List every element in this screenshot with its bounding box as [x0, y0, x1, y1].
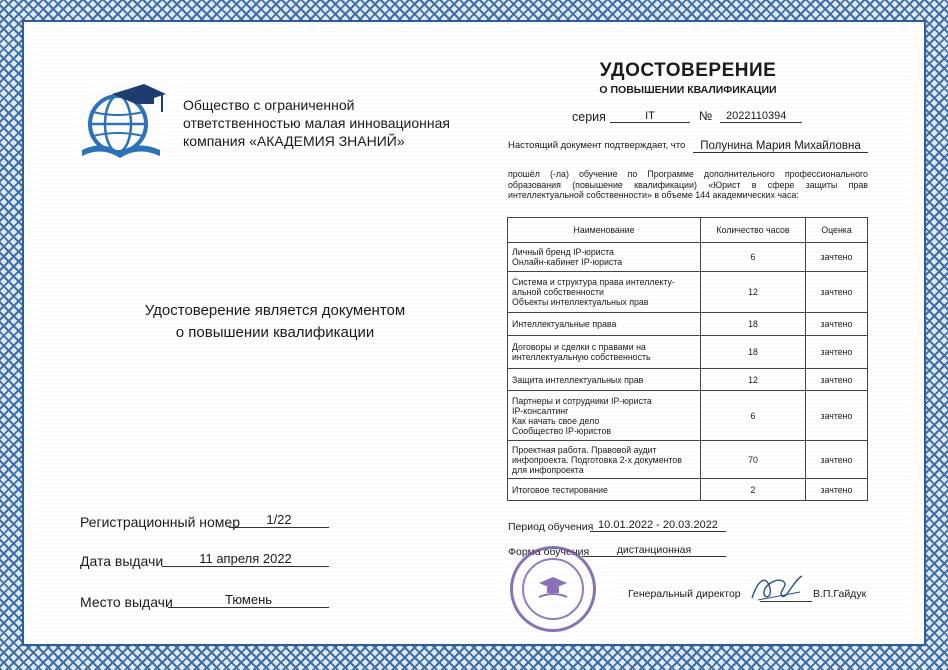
director-label: Генеральный директор	[628, 588, 741, 600]
course-grade: зачтено	[806, 336, 868, 369]
course-name: Итоговое тестирование	[508, 479, 701, 501]
reg-number-label: Регистрационный номер	[80, 514, 240, 530]
issue-place-label: Место выдачи	[80, 594, 173, 610]
table-row	[508, 336, 868, 369]
table-row	[508, 391, 868, 441]
course-hours: 18	[701, 336, 806, 369]
seal-cap-icon	[535, 573, 571, 603]
table-row	[508, 441, 868, 479]
course-grade: зачтено	[806, 391, 868, 441]
issue-date-value: 11 апреля 2022	[162, 551, 329, 567]
course-hours: 18	[701, 313, 806, 336]
period-label: Период обучения	[508, 521, 594, 533]
series-value: IT	[610, 110, 690, 123]
courses-table	[507, 217, 868, 501]
form-value: дистанционная	[582, 544, 726, 557]
table-row	[508, 272, 868, 313]
statement-line-1: Удостоверение является документом	[144, 302, 406, 319]
certificate-title: УДОСТОВЕРЕНИЕ	[599, 60, 777, 81]
course-name: Партнеры и сотрудники IP-юриста IP-консалтинг Как начать свое дело Сообщество IP-юристов	[508, 391, 701, 441]
header-grade: Оценка	[806, 218, 868, 243]
course-hours: 12	[701, 369, 806, 391]
course-grade: зачтено	[806, 369, 868, 391]
issue-date-label: Дата выдачи	[80, 553, 164, 569]
director-name: В.П.Гайдук	[813, 588, 867, 600]
confirm-text: Настоящий документ подтверждает, что	[508, 140, 686, 151]
signature-line	[760, 601, 812, 602]
course-grade: зачтено	[806, 243, 868, 272]
table-row	[508, 369, 868, 391]
company-seal-icon	[510, 546, 596, 632]
table-row	[508, 243, 868, 272]
course-name: Интеллектуальные права	[508, 313, 701, 336]
table-row	[508, 479, 868, 501]
course-hours: 6	[701, 391, 806, 441]
course-grade: зачтено	[806, 441, 868, 479]
certificate-subtitle: О ПОВЫШЕНИИ КВАЛИФИКАЦИИ	[599, 84, 777, 96]
program-description: прошёл (-ла) обучение по Программе дополнительного профессионального образования (повышение квалификации) «Юрист в сфере защиты прав интеллектуальной собственности» в объеме 144 академических часа:	[508, 169, 868, 200]
period-value: 10.01.2022 - 20.03.2022	[590, 519, 726, 532]
course-grade: зачтено	[806, 272, 868, 313]
course-grade: зачтено	[806, 479, 868, 501]
course-hours: 6	[701, 243, 806, 272]
course-hours: 12	[701, 272, 806, 313]
course-hours: 70	[701, 441, 806, 479]
number-value: 2022110394	[720, 110, 802, 123]
organization-name: Общество с ограниченной ответственностью малая инновационная компания «АКАДЕМИЯ ЗНАНИЙ»	[183, 97, 450, 149]
academy-logo-icon	[78, 80, 168, 166]
course-grade: зачтено	[806, 313, 868, 336]
number-label: №	[699, 109, 713, 123]
statement-line-2: о повышении квалификации	[175, 324, 375, 341]
course-name: Договоры и сделки с правами на интеллектуальную собственность	[508, 336, 701, 369]
course-name: Защита интеллектуальных прав	[508, 369, 701, 391]
table-row	[508, 313, 868, 336]
issue-place-value: Тюмень	[168, 592, 329, 608]
course-hours: 2	[701, 479, 806, 501]
series-label: серия	[572, 110, 606, 124]
course-name: Проектная работа. Правовой аудит инфопроекта. Подготовка 2-х документов для инфопроекта	[508, 441, 701, 479]
header-hours: Количество часов	[701, 218, 806, 243]
table-header-row	[508, 218, 868, 243]
person-name: Полунина Мария Михайловна	[693, 140, 868, 153]
course-name: Личный бренд IP-юриста Онлайн-кабинет IP-юриста	[508, 243, 701, 272]
course-name: Система и структура права интеллекту- альной собственности Объекты интеллектуальных прав	[508, 272, 701, 313]
header-name: Наименование	[508, 218, 701, 243]
form-label: Форма обучения	[508, 546, 590, 558]
certificate-statement	[120, 300, 430, 344]
reg-number-value: 1/22	[229, 512, 329, 528]
